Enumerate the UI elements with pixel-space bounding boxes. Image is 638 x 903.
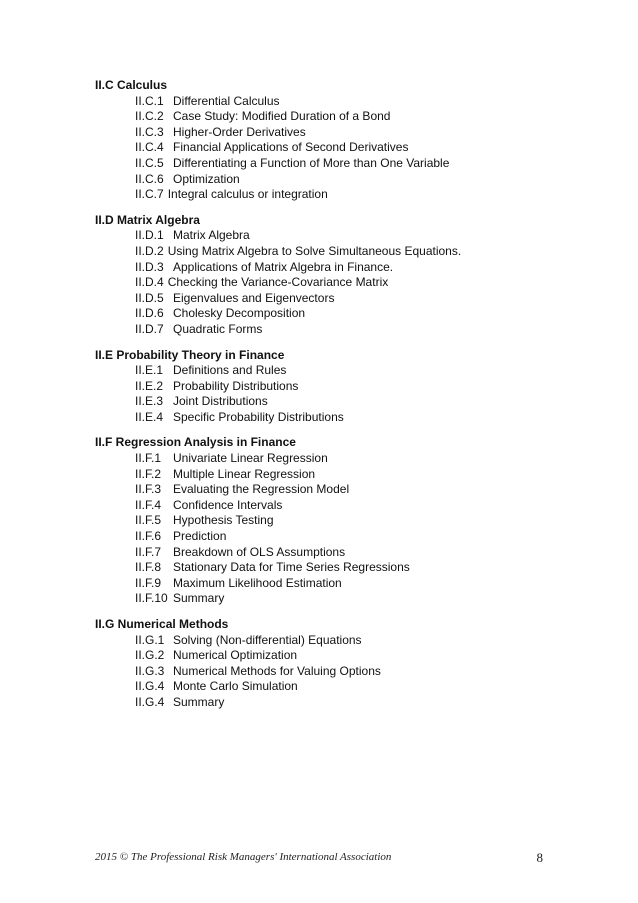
entry-title: Optimization	[173, 171, 240, 186]
toc-entry	[95, 275, 615, 291]
entry-title: Quadratic Forms	[173, 321, 263, 336]
toc-entry	[95, 482, 615, 498]
toc-entry	[95, 244, 615, 260]
entry-number: II.E.4	[135, 409, 164, 424]
entry-number: II.F.8	[135, 560, 162, 575]
toc-entry	[95, 648, 615, 664]
toc-entry	[95, 633, 615, 649]
entry-title: Probability Distributions	[173, 378, 299, 393]
entry-title: Definitions and Rules	[173, 363, 287, 378]
entry-title: Numerical Methods for Valuing Options	[173, 663, 381, 678]
entry-title: Integral calculus or integration	[167, 187, 328, 202]
entry-title: Prediction	[173, 529, 227, 544]
section-items	[95, 633, 615, 711]
entry-number: II.F.4	[135, 497, 162, 512]
entry-number: II.G.3	[135, 663, 165, 678]
entry-number: II.C.1	[135, 93, 164, 108]
entry-title: Multiple Linear Regression	[173, 466, 316, 481]
entry-number: II.G.4	[135, 679, 165, 694]
entry-number: II.D.6	[135, 306, 164, 321]
toc-entry	[95, 545, 615, 561]
toc-entry	[95, 591, 615, 607]
section-items	[95, 94, 615, 203]
toc-entry	[95, 94, 615, 110]
entry-number: II.E.2	[135, 378, 164, 393]
toc-section	[95, 348, 615, 426]
entry-number: II.E.3	[135, 394, 164, 409]
entry-title: Higher-Order Derivatives	[173, 124, 306, 139]
entry-title: Univariate Linear Regression	[173, 451, 328, 466]
toc-entry	[95, 140, 615, 156]
entry-number: II.C.7	[135, 187, 164, 202]
toc-entry	[95, 664, 615, 680]
toc-entry	[95, 379, 615, 395]
entry-number: II.F.5	[135, 513, 162, 528]
entry-title: Evaluating the Regression Model	[173, 482, 350, 497]
entry-title: Case Study: Modified Duration of a Bond	[173, 109, 391, 124]
toc-entry	[95, 322, 615, 338]
entry-number: II.C.5	[135, 155, 164, 170]
entry-title: Differentiating a Function of More than One Variable	[173, 155, 450, 170]
footer-copyright: 2015 © The Professional Risk Managers' International Association	[95, 851, 392, 863]
toc-entry	[95, 451, 615, 467]
entry-title: Solving (Non-differential) Equations	[173, 632, 362, 647]
toc-entry	[95, 513, 615, 529]
toc-section	[95, 617, 615, 711]
toc-entry	[95, 156, 615, 172]
toc-entry	[95, 306, 615, 322]
page-number: 8	[536, 850, 543, 865]
toc-entry	[95, 410, 615, 426]
section-items	[95, 451, 615, 607]
table-of-contents	[95, 78, 615, 721]
section-items	[95, 363, 615, 425]
entry-number: II.G.2	[135, 648, 165, 663]
entry-title: Using Matrix Algebra to Solve Simultaneous Equations.	[167, 243, 462, 258]
toc-entry	[95, 125, 615, 141]
entry-number: II.E.1	[135, 363, 164, 378]
entry-number: II.D.4	[135, 275, 164, 290]
entry-number: II.D.7	[135, 321, 164, 336]
entry-title: Numerical Optimization	[173, 648, 298, 663]
entry-number: II.D.1	[135, 228, 164, 243]
entry-title: Maximum Likelihood Estimation	[173, 575, 342, 590]
entry-title: Breakdown of OLS Assumptions	[173, 544, 346, 559]
toc-section	[95, 435, 615, 607]
entry-title: Joint Distributions	[173, 394, 268, 409]
entry-title: Matrix Algebra	[173, 228, 250, 243]
entry-number: II.C.3	[135, 124, 164, 139]
entry-number: II.D.3	[135, 259, 164, 274]
entry-number: II.G.1	[135, 632, 165, 647]
toc-section	[95, 78, 615, 203]
entry-title: Summary	[173, 694, 225, 709]
toc-section	[95, 213, 615, 338]
entry-title: Summary	[173, 591, 225, 606]
entry-title: Specific Probability Distributions	[173, 409, 344, 424]
toc-entry	[95, 260, 615, 276]
toc-entry	[95, 529, 615, 545]
toc-entry	[95, 695, 615, 711]
toc-entry	[95, 291, 615, 307]
section-title: II.F Regression Analysis in Finance	[95, 435, 296, 450]
entry-number: II.F.6	[135, 529, 162, 544]
entry-title: Monte Carlo Simulation	[173, 679, 298, 694]
toc-entry	[95, 394, 615, 410]
entry-title: Financial Applications of Second Derivatives	[173, 140, 409, 155]
entry-title: Cholesky Decomposition	[173, 306, 306, 321]
entry-title: Confidence Intervals	[173, 497, 283, 512]
entry-title: Checking the Variance-Covariance Matrix	[167, 275, 389, 290]
entry-number: II.G.4	[135, 694, 165, 709]
entry-title: Eigenvalues and Eigenvectors	[173, 290, 335, 305]
toc-entry	[95, 560, 615, 576]
entry-number: II.F.3	[135, 482, 162, 497]
entry-number: II.D.5	[135, 290, 164, 305]
toc-entry	[95, 467, 615, 483]
toc-entry	[95, 498, 615, 514]
section-title: II.D Matrix Algebra	[95, 212, 200, 227]
section-title: II.G Numerical Methods	[95, 617, 229, 631]
entry-number: II.F.10	[135, 591, 168, 606]
toc-entry	[95, 228, 615, 244]
section-items	[95, 228, 615, 337]
toc-entry	[95, 187, 615, 203]
toc-entry	[95, 576, 615, 592]
toc-entry	[95, 109, 615, 125]
entry-title: Differential Calculus	[173, 93, 280, 108]
toc-entry	[95, 172, 615, 188]
entry-number: II.F.9	[135, 575, 162, 590]
entry-number: II.C.6	[135, 171, 164, 186]
entry-number: II.F.1	[135, 451, 162, 466]
toc-entry	[95, 679, 615, 695]
entry-number: II.F.2	[135, 466, 162, 481]
entry-number: II.C.4	[135, 140, 164, 155]
entry-title: Hypothesis Testing	[173, 513, 274, 528]
entry-title: Stationary Data for Time Series Regressions	[173, 560, 410, 575]
toc-entry	[95, 363, 615, 379]
section-title: II.E Probability Theory in Finance	[95, 347, 285, 362]
section-title: II.C Calculus	[95, 78, 168, 92]
entry-number: II.C.2	[135, 109, 164, 124]
entry-number: II.D.2	[135, 243, 164, 258]
entry-number: II.F.7	[135, 544, 162, 559]
entry-title: Applications of Matrix Algebra in Finance.	[173, 259, 394, 274]
